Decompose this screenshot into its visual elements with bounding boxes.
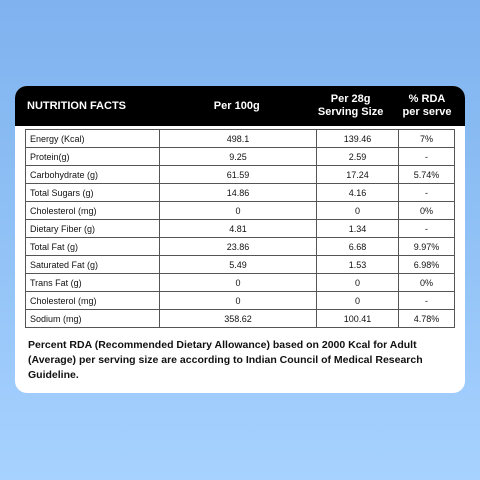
per-serving-value: 4.16 [317,184,399,202]
nutrient-name: Total Fat (g) [26,238,160,256]
table-row [26,310,455,328]
header-per-100g: Per 100g [213,99,260,112]
per-serving-value: 2.59 [317,148,399,166]
rda-value: 7% [399,130,455,148]
per-100g-value: 0 [160,274,317,292]
table-row [26,184,455,202]
nutrient-name: Protein(g) [26,148,160,166]
per-serving-value: 1.34 [317,220,399,238]
per-serving-value: 0 [317,202,399,220]
table-row [26,274,455,292]
rda-value: 0% [399,274,455,292]
per-100g-value: 0 [160,292,317,310]
nutrient-name: Dietary Fiber (g) [26,220,160,238]
table-row [26,148,455,166]
per-100g-value: 9.25 [160,148,317,166]
per-100g-value: 0 [160,202,317,220]
nutrient-name: Trans Fat (g) [26,274,160,292]
rda-footnote: Percent RDA (Recommended Dietary Allowance) based on 2000 Kcal for Adult (Average) per serving size are according to Indian Council of Medical Research Guideline. [28,339,423,381]
nutrient-name: Sodium (mg) [26,310,160,328]
per-100g-value: 14.86 [160,184,317,202]
header-rda-line2: per serve [402,106,452,118]
header-rda-line1: % RDA [408,93,446,105]
per-serving-value: 139.46 [317,130,399,148]
table-row [26,166,455,184]
per-serving-value: 6.68 [317,238,399,256]
per-serving-value: 17.24 [317,166,399,184]
per-100g-value: 358.62 [160,310,317,328]
per-serving-value: 0 [317,274,399,292]
nutrient-name: Cholesterol (mg) [26,292,160,310]
nutrient-name: Total Sugars (g) [26,184,160,202]
nutrient-name: Saturated Fat (g) [26,256,160,274]
per-100g-value: 23.86 [160,238,317,256]
rda-value: 5.74% [399,166,455,184]
per-100g-value: 61.59 [160,166,317,184]
header-per-serving [312,86,389,126]
table-row [26,130,455,148]
rda-value: - [399,220,455,238]
rda-value: - [399,148,455,166]
per-100g-value: 498.1 [160,130,317,148]
rda-value: - [399,292,455,310]
per-serving-value: 0 [317,292,399,310]
table-row [26,202,455,220]
header-nutrient: NUTRITION FACTS [27,99,126,112]
rda-value: - [399,184,455,202]
nutrition-table [25,129,455,328]
table-row [26,220,455,238]
header-rda [389,86,465,126]
per-serving-value: 100.41 [317,310,399,328]
rda-value: 0% [399,202,455,220]
nutrient-name: Cholesterol (mg) [26,202,160,220]
nutrient-name: Energy (Kcal) [26,130,160,148]
table-row [26,238,455,256]
per-100g-value: 4.81 [160,220,317,238]
nutrient-name: Carbohydrate (g) [26,166,160,184]
per-100g-value: 5.49 [160,256,317,274]
per-serving-value: 1.53 [317,256,399,274]
rda-value: 9.97% [399,238,455,256]
table-header [15,86,465,126]
table-row [26,292,455,310]
nutrition-card [15,86,465,393]
header-per-serving-line1: Per 28g [330,93,371,105]
table-row [26,256,455,274]
header-per-serving-line2: Serving Size [317,106,384,118]
rda-value: 4.78% [399,310,455,328]
rda-value: 6.98% [399,256,455,274]
